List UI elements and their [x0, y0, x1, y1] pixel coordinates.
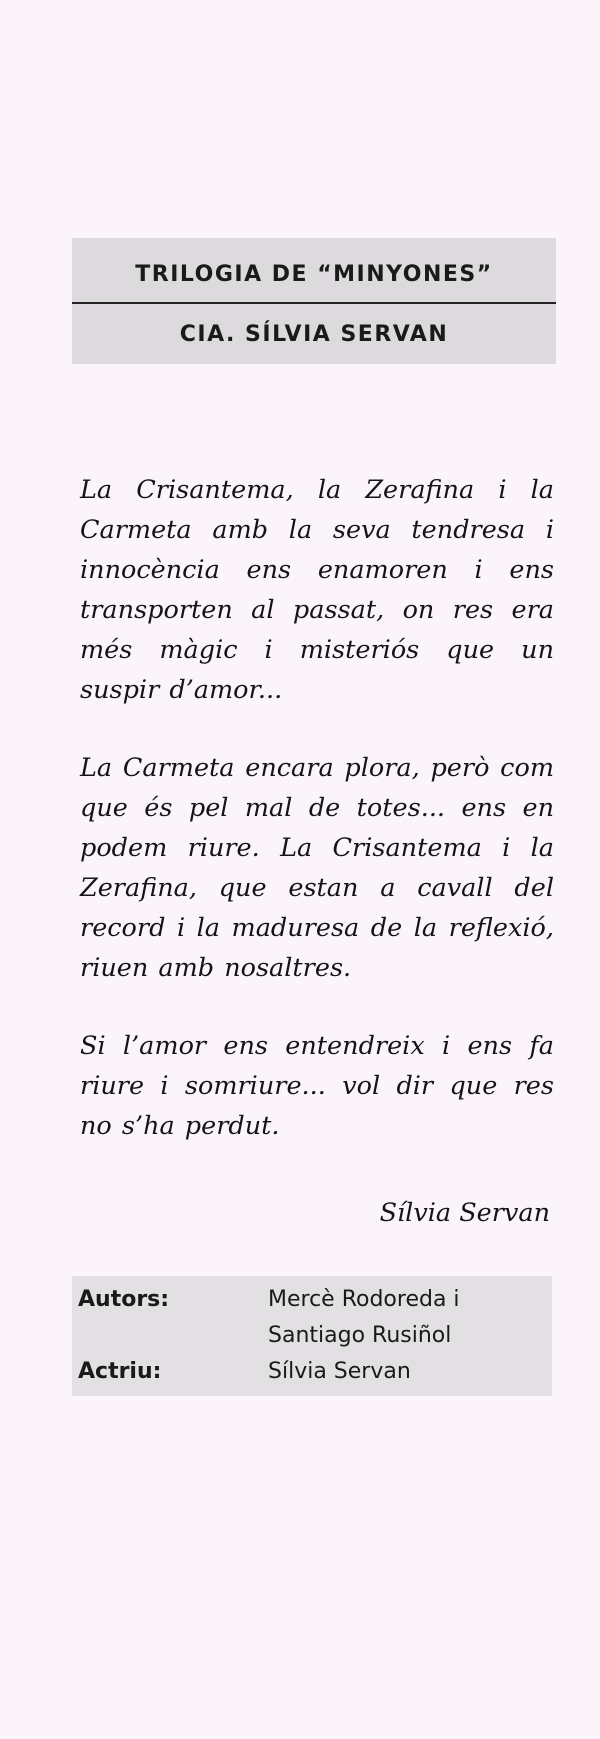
- paragraph-1: La Crisantema, la Zerafina i la Carmeta amb la seva tendresa i innocència ens enamoren i ens transporten al passat, on res era més màgic i misteriós que un suspir d’amor...: [80, 475, 554, 705]
- authors-line-2: Santiago Rusiñol: [268, 1323, 452, 1348]
- signature: Sílvia Servan: [379, 1198, 550, 1228]
- authors-line-1: Mercè Rodoreda i: [268, 1287, 460, 1312]
- paragraph-2: La Carmeta encara plora, però com que és pel mal de totes... ens en podem riure. La Crisantema i la Zerafina, que estan a cavall del record i la maduresa de la reflexió, riuen amb nosaltres.: [80, 753, 554, 983]
- authors-label: Autors:: [78, 1287, 170, 1312]
- company-name: CIA. SÍLVIA SERVAN: [72, 304, 556, 364]
- credits-box: [72, 1276, 552, 1396]
- body-text: [80, 470, 554, 1184]
- credit-row-authors: [78, 1282, 546, 1354]
- header-title: TRILOGIA DE “MINYONES”: [72, 238, 556, 302]
- credit-row-actress: [78, 1354, 546, 1390]
- header-block: [72, 238, 556, 364]
- actress-label: Actriu:: [78, 1359, 162, 1384]
- actress-value: Sílvia Servan: [268, 1359, 411, 1384]
- paragraph-3: Si l’amor ens entendreix i ens fa riure i somriure... vol dir que res no s’ha perdut.: [80, 1031, 554, 1141]
- authors-value: [268, 1282, 460, 1354]
